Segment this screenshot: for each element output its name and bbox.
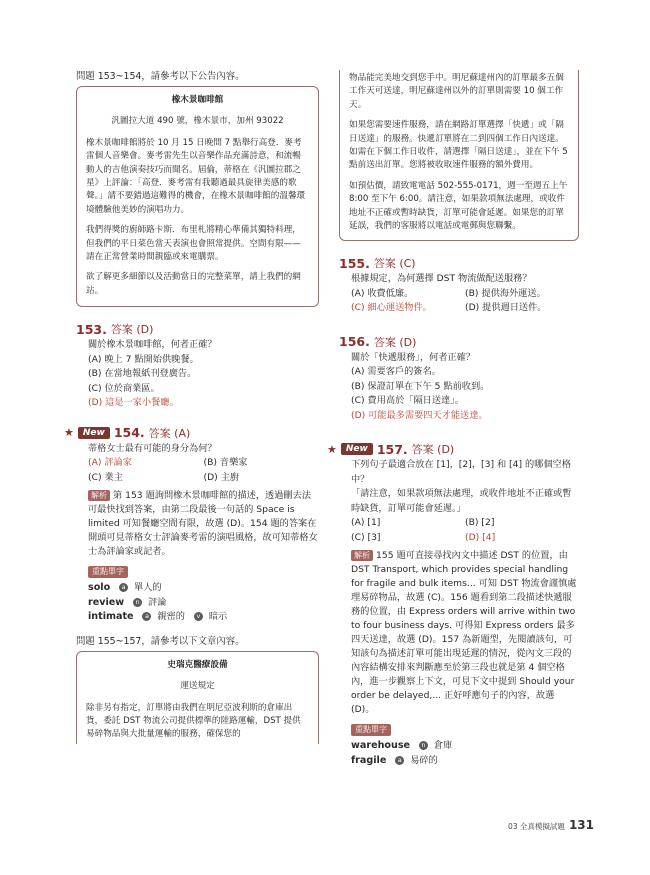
explain-text: 155 題可直接尋找內文中描述 DST 的位置，由 DST Transport, which provides special handling for fragile and bulk items... 可知 DST 物流會謹慎處理易碎物品，故選 (C)。156 題看到第二段描述快遞服務的位置，由 Express orders will arrive within two to four business days. 可得知 Express orders 最多四天送達，故選 (D)。157 為新題型，先閱讀該句，可知該句為描述訂單可能出現延遲的情況，從內文三段的內容結構安排來判斷應至於第三段也就是第 4 個空格內，進一步觀察上下文，可見下文中提到 Should your order be delayed,... 正好呼應句子的內容，故選 (D)。 <box>351 550 577 716</box>
q157-question: 下列句子最適合放在 [1]，[2]，[3] 和 [4] 的哪個空格中？ <box>351 459 571 485</box>
vocab-row <box>76 581 319 596</box>
q153-154-intro: 問題 153~154，請參考以下公告內容。 <box>76 71 245 82</box>
q155-option-c: (C) 細心運送物件。 <box>351 302 432 314</box>
vocab-row <box>76 610 319 625</box>
question-155 <box>339 255 579 316</box>
notice-paragraph-1: 橡木景咖啡館將於 10 月 15 日晚間 7 點舉行高登．麥考雷個人音樂會。麥考雷先生以音樂作品充滿詩意，和流暢動人的吉他演奏技巧而聞名。屆倫，蒂格在《汎圖拉郡之星》上評論：「高登．麥考雷有我聽過最具旋律美感的歌聲。」請不要錯過這難得的機會，在橡木景咖啡館的溫馨環境體驗他美妙的演唱功力。 <box>86 137 306 215</box>
article-subtitle: 運送規定 <box>180 681 215 692</box>
question-154 <box>64 425 319 625</box>
q153-option-d: (D) 這是一家小餐廳。 <box>88 397 179 409</box>
question-156 <box>339 334 579 424</box>
vocab-meaning: 暗示 <box>208 611 228 623</box>
q157-quote: 「請注意，如果款項無法處理，或收件地址不正確或暫時缺貨，訂單可能會延遲。」 <box>351 488 572 514</box>
vocab-meaning: 單人的 <box>134 582 162 594</box>
q154-number: 154. <box>113 425 145 441</box>
q157-explanation <box>339 549 579 717</box>
explain-tag: 解析 <box>351 550 373 561</box>
article-paragraph-3: 如預估價，請致電電話 502-555-0171，週一至週五上午 8:00 至下午 6:00。請注意，如果款項無法處理，或收件地址不正確或暫時缺貨，訂單可能會延遲。如果您的訂單延誤，我們的客服將以電話或電郵與您聯繫。 <box>349 180 568 232</box>
q153-option-a: (A) 晚上 7 點開始供晚餐。 <box>88 353 199 365</box>
article-box <box>76 651 319 744</box>
new-tag: New <box>341 443 373 455</box>
vocab-meaning: 評論 <box>148 596 167 608</box>
q154-question: 蒂格女士最有可能的身分為何？ <box>88 442 217 454</box>
page-number: 131 <box>568 818 594 832</box>
question-157 <box>327 441 579 768</box>
q153-question: 關於橡木景咖啡館，何者正確？ <box>88 339 217 351</box>
star-icon: ★ <box>327 442 337 456</box>
article-title: 史瑞克醫療設備 <box>167 659 228 670</box>
notice-paragraph-2: 我們得獎的廚師路卡斯．布里札將精心準備其獨特料理，但我們的平日菜色當天表演也會照常提供。空間有限——請在正常營業時間親臨或來電購票。 <box>86 225 301 263</box>
pos-badge: n <box>419 741 428 750</box>
q154-answer: 答案 (A) <box>148 426 191 440</box>
vocab-word: warehouse <box>351 740 411 752</box>
q156-option-d: (D) 可能最多需要四天才能送達。 <box>351 409 488 421</box>
vocab-word: fragile <box>351 754 387 766</box>
q153-option-c: (C) 位於商業區。 <box>88 382 160 394</box>
q155-option-b: (B) 提供海外運送。 <box>465 287 546 299</box>
q156-answer: 答案 (D) <box>373 335 417 349</box>
q155-157-intro: 問題 155~157，請參考以下文章內容。 <box>76 635 245 647</box>
left-column <box>64 70 319 744</box>
right-column <box>327 70 579 768</box>
article-paragraph-1: 除非另有指定，訂單將由我們在明尼亞波利斯的倉庫出貨，委託 DST 物流公司提供標準的陸路運輸，DST 提供易碎物品與大批量運輸的服務，確保您的 <box>86 702 301 740</box>
q156-option-b: (B) 保證訂單在下午 5 點前收到。 <box>351 380 490 392</box>
q155-number: 155. <box>339 255 370 271</box>
q157-option-b: (B) [2] <box>465 517 495 529</box>
q157-option-d: (D) [4] <box>465 531 496 543</box>
q154-explanation <box>76 489 319 559</box>
vocab-row <box>339 739 579 754</box>
q156-option-c: (C) 費用高於「隔日送達」。 <box>351 395 464 407</box>
q157-option-c: (C) [3] <box>351 531 381 543</box>
notice-title: 橡木景咖啡館 <box>171 95 224 105</box>
q157-option-a: (A) [1] <box>351 517 381 529</box>
q156-option-a: (A) 需要客戶的簽名。 <box>351 366 441 378</box>
vocab-word: solo <box>88 582 111 594</box>
article-paragraph-2: 如果您需要速件服務，請在網路訂單選擇「快遞」或「隔日送達」的服務。快遞訂單將在二到四個工作日內送達。如需在下個工作日收件，請選擇「隔日送達」，並在下午 5 點前送出訂單。您將被收取速件服務的額外費用。 <box>349 120 568 171</box>
new-tag: New <box>78 427 110 439</box>
vocab-tag: 重點單字 <box>351 724 391 736</box>
vocab-row <box>339 754 579 769</box>
vocab-row <box>76 596 319 611</box>
q154-option-c: (C) 業主 <box>88 471 123 483</box>
vocab-meaning: 易碎的 <box>410 754 438 766</box>
q153-number: 153. <box>76 321 107 337</box>
q153-answer: 答案 (D) <box>110 323 154 337</box>
q153-option-b: (B) 在當地報紙刊登廣告。 <box>88 368 197 380</box>
section-label: 03 全真模擬試題 <box>508 822 565 831</box>
pos-badge: a <box>119 583 128 592</box>
article-box-continued <box>339 70 579 241</box>
q154-option-a: (A) 評論家 <box>88 457 132 469</box>
notice-paragraph-3: 欲了解更多細節以及活動當日的完整菜單，請上我們的網站。 <box>86 272 301 296</box>
q154-option-d: (D) 主廚 <box>203 471 240 483</box>
q156-number: 156. <box>339 334 370 350</box>
q154-option-b: (B) 音樂家 <box>203 457 248 469</box>
page-footer <box>508 818 594 832</box>
q155-answer: 答案 (C) <box>373 257 416 271</box>
pos-badge: a <box>142 612 151 621</box>
notice-box <box>76 86 319 307</box>
vocab-word: intimate <box>88 611 134 623</box>
q157-number: 157. <box>376 441 408 457</box>
vocab-meaning: 倉庫 <box>433 740 453 752</box>
vocab-word: review <box>88 596 125 608</box>
vocab-meaning: 親密的 <box>157 611 185 623</box>
q155-option-d: (D) 提供週日送件。 <box>465 302 547 314</box>
q155-question: 根據規定，為何選擇 DST 物流做配送服務？ <box>351 273 532 285</box>
q155-option-a: (A) 收費低廉。 <box>351 287 414 299</box>
pos-badge: a <box>395 756 404 765</box>
star-icon: ★ <box>64 426 74 440</box>
q156-question: 關於「快遞服務」，何者正確？ <box>351 351 476 363</box>
explain-text: 第 153 題詢問橡木景咖啡館的描述，透過刪去法可最快找到答案，由第二段最後一句話的 Space is limited 可知餐廳空間有限，故選 (D)。154 題的答案在開頭可見蒂格女士評論麥考雷的演唱風格，故可知蒂格女士為評論家或記者。 <box>88 490 318 558</box>
article-paragraph-1-cont: 物品能完美地交到您手中。明尼蘇達州內的訂單最多五個工作天可送達，明尼蘇達州以外的訂單則需要 10 個工作天。 <box>349 73 564 110</box>
notice-address: 汎圖拉大道 490 號，橡木景市，加州 93022 <box>111 116 284 127</box>
explain-tag: 解析 <box>88 490 110 501</box>
question-153 <box>76 321 319 411</box>
q157-answer: 答案 (D) <box>411 443 455 457</box>
pos-badge: n <box>133 598 142 607</box>
vocab-tag: 重點單字 <box>88 566 128 578</box>
pos-badge: v <box>194 612 203 621</box>
